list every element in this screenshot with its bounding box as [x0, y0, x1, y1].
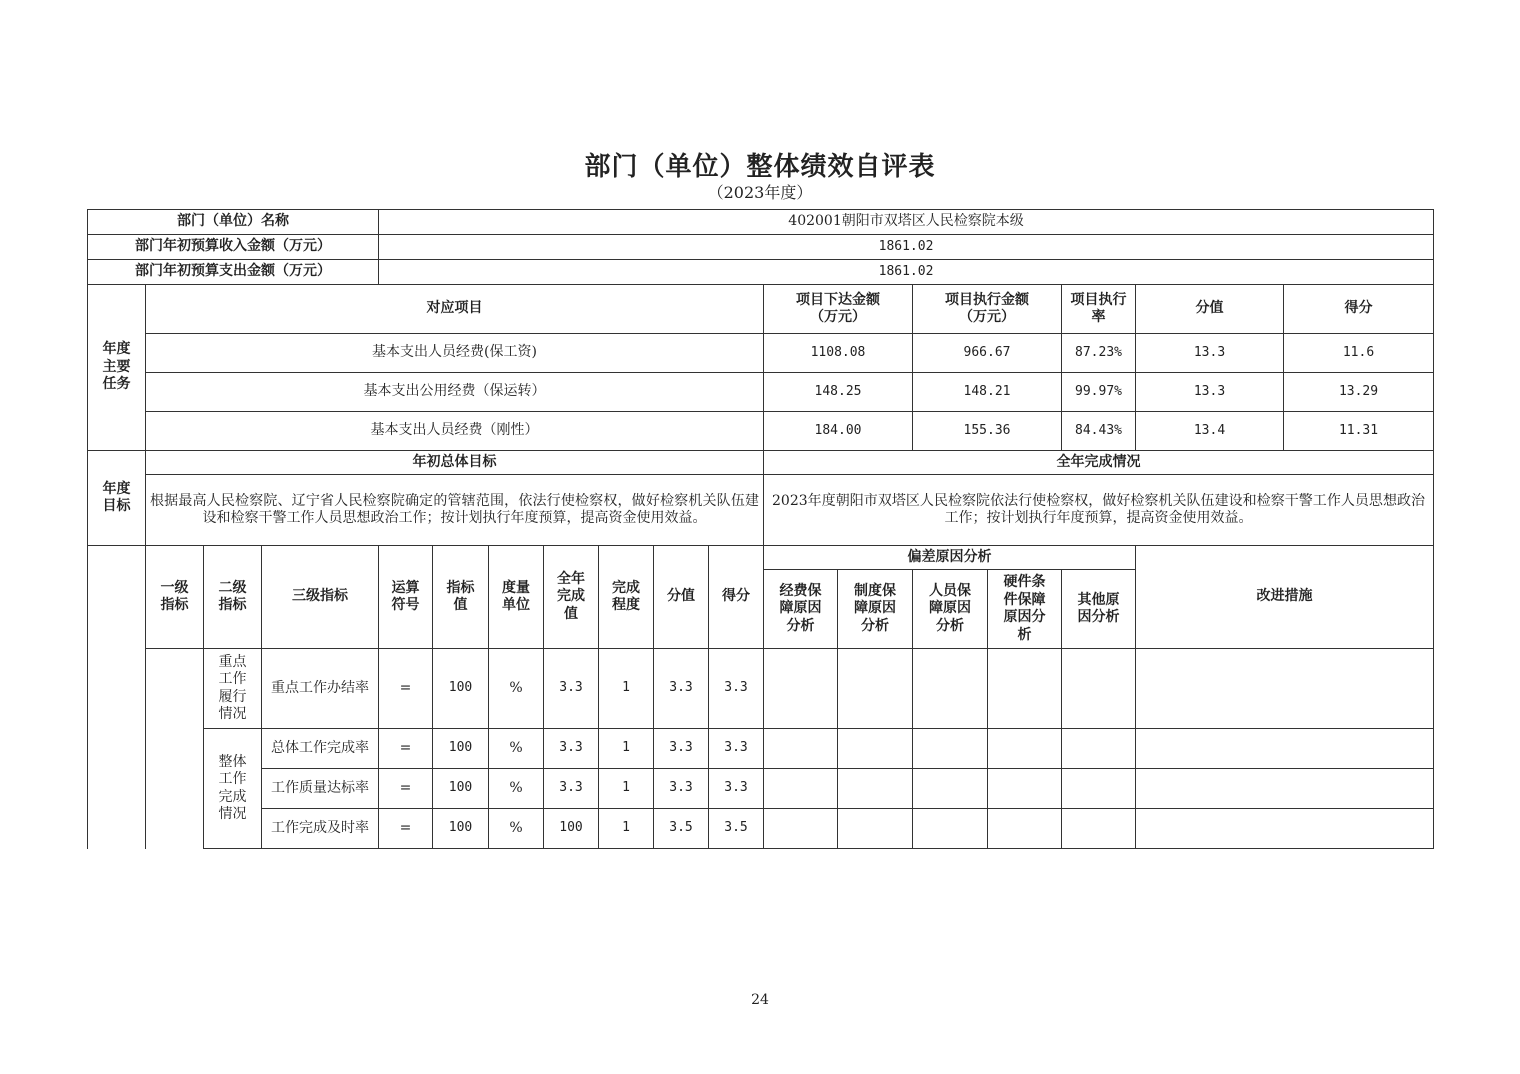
- target-cell: 100: [433, 769, 489, 809]
- score-value-cell: 3.5: [654, 809, 709, 849]
- other-cell: [1062, 729, 1136, 769]
- degree-cell: 1: [599, 809, 654, 849]
- score-cell: 3.5: [709, 809, 764, 849]
- info-row-name: [88, 210, 1434, 235]
- other-cell: [1062, 649, 1136, 729]
- task-row: [88, 412, 1434, 451]
- expense-value: 1861.02: [379, 260, 1434, 285]
- unit-cell: %: [489, 769, 544, 809]
- tasks-header-score-value: 分值: [1136, 285, 1284, 334]
- tasks-header-project: 对应项目: [146, 285, 764, 334]
- income-value: 1861.02: [379, 235, 1434, 260]
- header-other: 其他原 因分析: [1062, 570, 1136, 649]
- header-level1: 一级 指标: [146, 546, 204, 649]
- system-cell: [838, 809, 913, 849]
- task-row: [88, 334, 1434, 373]
- hardware-cell: [988, 729, 1062, 769]
- task-score: 11.6: [1284, 334, 1434, 373]
- level2-cell: 整体 工作 完成 情况: [204, 729, 262, 849]
- annual-cell: 3.3: [544, 769, 599, 809]
- initial-goal-text: 根据最高人民检察院、辽宁省人民检察院确定的管辖范围，依法行使检察权，做好检察机关队伍建设和检察干警工作人员思想政治工作；按计划执行年度预算，提高资金使用效益。: [146, 475, 764, 546]
- improvement-cell: [1136, 729, 1434, 769]
- level3-cell: 工作质量达标率: [262, 769, 379, 809]
- unit-cell: %: [489, 729, 544, 769]
- page-subtitle: （2023年度）: [707, 183, 813, 202]
- tasks-header-rate: 项目执行率: [1062, 285, 1136, 334]
- degree-cell: 1: [599, 729, 654, 769]
- task-allocated: 148.25: [764, 373, 913, 412]
- hardware-cell: [988, 809, 1062, 849]
- funding-cell: [764, 649, 838, 729]
- completion-header: 全年完成情况: [764, 451, 1434, 475]
- task-score-value: 13.3: [1136, 373, 1284, 412]
- goals-text-row: [88, 475, 1434, 546]
- page-title: 部门（单位）整体绩效自评表: [584, 152, 936, 182]
- operator-cell: =: [379, 729, 433, 769]
- score-cell: 3.3: [709, 649, 764, 729]
- goals-header-row: [88, 451, 1434, 475]
- system-cell: [838, 769, 913, 809]
- target-cell: 100: [433, 729, 489, 769]
- task-executed: 966.67: [913, 334, 1062, 373]
- score-value-cell: 3.3: [654, 649, 709, 729]
- task-score: 11.31: [1284, 412, 1434, 451]
- task-project: 基本支出人员经费（刚性）: [146, 412, 764, 451]
- level3-cell: 工作完成及时率: [262, 809, 379, 849]
- other-cell: [1062, 769, 1136, 809]
- task-rate: 99.97%: [1062, 373, 1136, 412]
- personnel-cell: [913, 649, 988, 729]
- personnel-cell: [913, 809, 988, 849]
- header-operator: 运算 符号: [379, 546, 433, 649]
- level3-cell: 重点工作办结率: [262, 649, 379, 729]
- target-cell: 100: [433, 809, 489, 849]
- header-level3: 三级指标: [262, 546, 379, 649]
- funding-cell: [764, 769, 838, 809]
- header-degree: 完成 程度: [599, 546, 654, 649]
- header-system: 制度保 障原因 分析: [838, 570, 913, 649]
- indicator-blank-cell: [88, 546, 146, 849]
- personnel-cell: [913, 769, 988, 809]
- tasks-header-score: 得分: [1284, 285, 1434, 334]
- header-personnel: 人员保 障原因 分析: [913, 570, 988, 649]
- personnel-cell: [913, 729, 988, 769]
- hardware-cell: [988, 769, 1062, 809]
- hardware-cell: [988, 649, 1062, 729]
- unit-cell: %: [489, 649, 544, 729]
- header-hardware: 硬件条 件保障 原因分 析: [988, 570, 1062, 649]
- task-score-value: 13.3: [1136, 334, 1284, 373]
- target-cell: 100: [433, 649, 489, 729]
- indicator-row: [88, 649, 1434, 729]
- other-cell: [1062, 809, 1136, 849]
- score-cell: 3.3: [709, 729, 764, 769]
- annual-cell: 3.3: [544, 649, 599, 729]
- dept-name-label: 部门（单位）名称: [88, 210, 379, 235]
- deviation-header: 偏差原因分析: [764, 546, 1136, 570]
- annual-cell: 3.3: [544, 729, 599, 769]
- funding-cell: [764, 809, 838, 849]
- income-label: 部门年初预算收入金额（万元）: [88, 235, 379, 260]
- dept-name-value: 402001朝阳市双塔区人民检察院本级: [379, 210, 1434, 235]
- header-funding: 经费保 障原因 分析: [764, 570, 838, 649]
- task-allocated: 1108.08: [764, 334, 913, 373]
- header-unit: 度量 单位: [489, 546, 544, 649]
- task-project: 基本支出人员经费(保工资): [146, 334, 764, 373]
- header-target: 指标 值: [433, 546, 489, 649]
- tasks-header-row: [88, 285, 1434, 334]
- improvement-cell: [1136, 769, 1434, 809]
- funding-cell: [764, 729, 838, 769]
- header-score: 得分: [709, 546, 764, 649]
- task-rate: 84.43%: [1062, 412, 1136, 451]
- performance-table: [87, 209, 1434, 849]
- completion-text: 2023年度朝阳市双塔区人民检察院依法行使检察权，做好检察机关队伍建设和检察干警工作人员思想政治工作；按计划执行年度预算，提高资金使用效益。: [764, 475, 1434, 546]
- indicator-row: [88, 729, 1434, 769]
- system-cell: [838, 729, 913, 769]
- degree-cell: 1: [599, 769, 654, 809]
- header-annual: 全年 完成 值: [544, 546, 599, 649]
- score-value-cell: 3.3: [654, 729, 709, 769]
- tasks-section-label: 年度 主要 任务: [88, 285, 146, 451]
- indicator-row: [88, 809, 1434, 849]
- level3-cell: 总体工作完成率: [262, 729, 379, 769]
- operator-cell: =: [379, 809, 433, 849]
- header-level2: 二级 指标: [204, 546, 262, 649]
- task-executed: 155.36: [913, 412, 1062, 451]
- task-allocated: 184.00: [764, 412, 913, 451]
- task-project: 基本支出公用经费（保运转）: [146, 373, 764, 412]
- operator-cell: =: [379, 769, 433, 809]
- task-score: 13.29: [1284, 373, 1434, 412]
- score-value-cell: 3.3: [654, 769, 709, 809]
- task-score-value: 13.4: [1136, 412, 1284, 451]
- info-row-expense: [88, 260, 1434, 285]
- tasks-header-executed: 项目执行金额 （万元）: [913, 285, 1062, 334]
- initial-goal-header: 年初总体目标: [146, 451, 764, 475]
- task-executed: 148.21: [913, 373, 1062, 412]
- improvement-header: 改进措施: [1136, 546, 1434, 649]
- goals-section-label: 年度 目标: [88, 451, 146, 546]
- task-row: [88, 373, 1434, 412]
- info-row-income: [88, 235, 1434, 260]
- score-cell: 3.3: [709, 769, 764, 809]
- annual-cell: 100: [544, 809, 599, 849]
- header-score-value: 分值: [654, 546, 709, 649]
- level1-cell: [146, 649, 204, 849]
- page-number: 24: [751, 992, 769, 1008]
- tasks-header-allocated: 项目下达金额 （万元）: [764, 285, 913, 334]
- improvement-cell: [1136, 649, 1434, 729]
- indicator-header-row-1: [88, 546, 1434, 570]
- improvement-cell: [1136, 809, 1434, 849]
- task-rate: 87.23%: [1062, 334, 1136, 373]
- operator-cell: =: [379, 649, 433, 729]
- system-cell: [838, 649, 913, 729]
- expense-label: 部门年初预算支出金额（万元）: [88, 260, 379, 285]
- level2-cell: 重点 工作 履行 情况: [204, 649, 262, 729]
- indicator-row: [88, 769, 1434, 809]
- degree-cell: 1: [599, 649, 654, 729]
- unit-cell: %: [489, 809, 544, 849]
